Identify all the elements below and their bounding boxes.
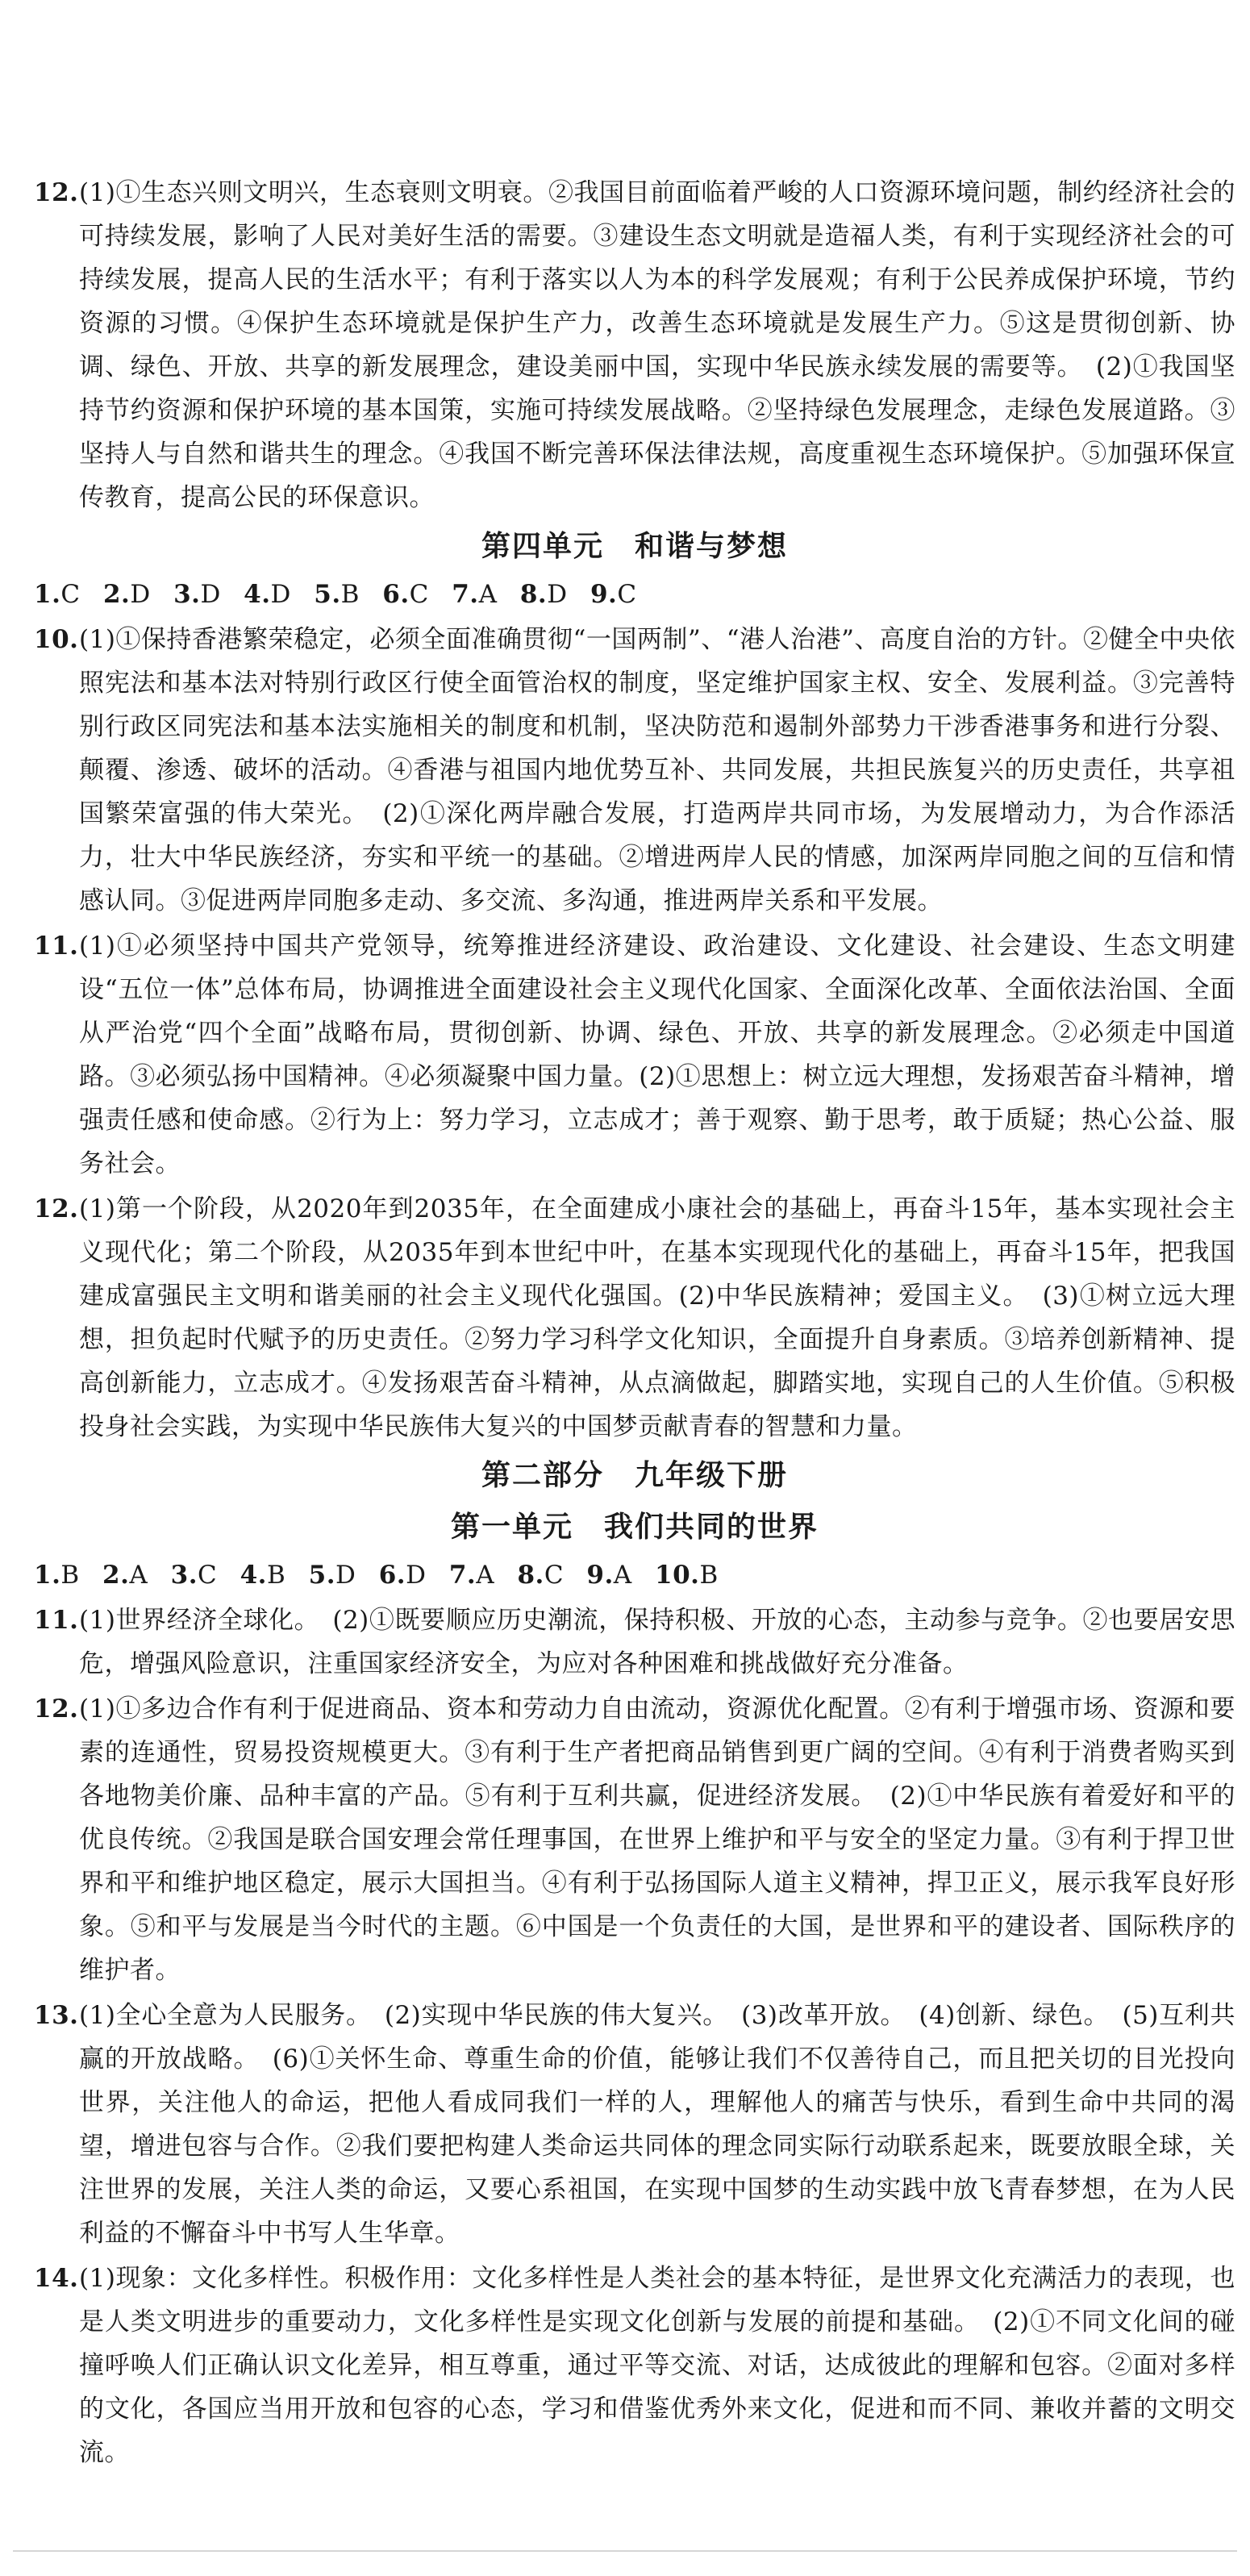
answer-text: (1)世界经济全球化。 (2)①既要顺应历史潮流，保持积极、开放的心态，主动参与竞争。②也要居安思危，增强风险意识，注重国家经济安全，为应对各种困难和挑战做好充分准备。 xyxy=(79,1606,1235,1678)
mc-answer: D xyxy=(406,1561,427,1590)
question-number: 14. xyxy=(34,2264,79,2293)
mc-answer: B xyxy=(266,1561,286,1590)
answer-item xyxy=(34,171,1235,519)
mc-number: 6. xyxy=(382,580,410,609)
question-number: 12. xyxy=(34,178,79,207)
mc-number: 3. xyxy=(170,1561,198,1590)
answer-content xyxy=(34,171,1235,2476)
mc-answer: A xyxy=(478,580,498,609)
mc-number: 8. xyxy=(517,1561,544,1590)
mc-number: 10. xyxy=(655,1561,700,1590)
answer-item xyxy=(34,1599,1235,1686)
question-number: 11. xyxy=(34,1606,79,1635)
question-number: 10. xyxy=(34,625,79,654)
mc-answer: A xyxy=(613,1561,632,1590)
question-number: 13. xyxy=(34,2001,79,2030)
answer-text: (1)①多边合作有利于促进商品、资本和劳动力自由流动，资源优化配置。②有利于增强市场、资源和要素的连通性，贸易投资规模更大。③有利于生产者把商品销售到更广阔的空间。④有利于消费者购买到各地物美价廉、品种丰富的产品。⑤有利于互利共赢，促进经济发展。 (2)①中华民族有着爱好和平的优良传统。②我国是联合国安理会常任理事国，在世界上维护和平与安全的坚定力量。③有利于捍卫世界和平和维护地区稳定，展示大国担当。④有利于弘扬国际人道主义精神，捍卫正义，展示我军良好形象。⑤和平与发展是当今时代的主题。⑥中国是一个负责任的大国，是世界和平的建设者、国际秩序的维护者。 xyxy=(79,1694,1235,1985)
mc-answer: B xyxy=(699,1561,719,1590)
mc-number: 4. xyxy=(240,1561,267,1590)
mc-number: 2. xyxy=(102,580,131,609)
mc-number: 9. xyxy=(590,580,618,609)
mc-number: 7. xyxy=(452,580,479,609)
mc-number: 1. xyxy=(34,1561,61,1590)
question-number: 11. xyxy=(34,932,79,961)
answer-text: (1)全心全意为人民服务。 (2)实现中华民族的伟大复兴。 (3)改革开放。 (4)创新、绿色。 (5)互利共赢的开放战略。 (6)①关怀生命、尊重生命的价值，能够让我们不仅善待自己，而且把关切的目光投向世界，关注他人的命运，把他人看成同我们一样的人，理解他人的痛苦与快乐，看到生命中共同的渴望，增进包容与合作。②我们要把构建人类命运共同体的理念同实际行动联系起来，既要放眼全球，关注世界的发展，关注人类的命运，又要心系祖国，在实现中国梦的生动实践中放飞青春梦想，在为人民利益的不懈奋斗中书写人生华章。 xyxy=(79,2001,1235,2248)
answer-item xyxy=(34,1687,1235,1992)
mc-number: 5. xyxy=(314,580,341,609)
multiple-choice-answers xyxy=(34,1553,1235,1597)
mc-number: 2. xyxy=(102,1561,130,1590)
mc-number: 8. xyxy=(519,580,548,609)
mc-answer: C xyxy=(198,1561,218,1590)
answer-text: (1)①保持香港繁荣稳定，必须全面准确贯彻“一国两制”、“港人治港”、高度自治的方针。②健全中央依照宪法和基本法对特别行政区行使全面管治权的制度，坚定维护国家主权、安全、发展利益。③完善特别行政区同宪法和基本法实施相关的制度和机制，坚决防范和遏制外部势力干涉香港事务和进行分裂、颠覆、渗透、破坏的活动。④香港与祖国内地优势互补、共同发展，共担民族复兴的历史责任，共享祖国繁荣富强的伟大荣光。 (2)①深化两岸融合发展，打造两岸共同市场，为发展增动力，为合作添活力，壮大中华民族经济，夯实和平统一的基础。②增进两岸人民的情感，加深两岸同胞之间的互信和情感认同。③促进两岸同胞多走动、多交流、多沟通，推进两岸关系和平发展。 xyxy=(79,625,1235,915)
answer-item xyxy=(34,924,1235,1186)
answer-item xyxy=(34,618,1235,923)
mc-answer: C xyxy=(617,580,637,609)
mc-answer: B xyxy=(60,1561,80,1590)
answer-text: (1)现象：文化多样性。积极作用：文化多样性是人类社会的基本特征，是世界文化充满活力的表现，也是人类文明进步的重要动力，文化多样性是实现文化创新与发展的前提和基础。 (2)①不同文化间的碰撞呼唤人们正确认识文化差异，相互尊重，通过平等交流、对话，达成彼此的理解和包容。②面对多样的文化，各国应当用开放和包容的心态，学习和借鉴优秀外来文化，促进和而不同、兼收并蓄的文明交流。 xyxy=(79,2264,1235,2467)
unit-heading: 第四单元 和谐与梦想 xyxy=(481,529,788,563)
mc-number: 9. xyxy=(586,1561,614,1590)
mc-number: 7. xyxy=(448,1561,477,1590)
answer-item xyxy=(34,1187,1235,1448)
answer-text: (1)①生态兴则文明兴，生态衰则文明衰。②我国目前面临着严峻的人口资源环境问题，制约经济社会的可持续发展，影响了人民对美好生活的需要。③建设生态文明就是造福人类，有利于实现经济社会的可持续发展，提高人民的生活水平；有利于落实以人为本的科学发展观；有利于公民养成保护环境，节约资源的习惯。④保护生态环境就是保护生产力，改善生态环境就是发展生产力。⑤这是贯彻创新、协调、绿色、开放、共享的新发展理念，建设美丽中国，实现中华民族永续发展的需要等。 (2)①我国坚持节约资源和保护环境的基本国策，实施可持续发展战略。②坚持绿色发展理念，走绿色发展道路。③坚持人与自然和谐共生的理念。④我国不断完善环保法律法规，高度重视生态环境保护。⑤加强环保宣传教育，提高公民的环保意识。 xyxy=(79,178,1235,512)
mc-answer: D xyxy=(200,580,221,609)
mc-answer: D xyxy=(270,580,291,609)
mc-number: 5. xyxy=(308,1561,335,1590)
answer-text: (1)第一个阶段，从2020年到2035年，在全面建成小康社会的基础上，再奋斗15年，基本实现社会主义现代化；第二个阶段，从2035年到本世纪中叶，在基本实现现代化的基础上，再奋斗15年，把我国建成富强民主文明和谐美丽的社会主义现代化强国。(2)中华民族精神；爱国主义。 (3)①树立远大理想，担负起时代赋予的历史责任。②努力学习科学文化知识，全面提升自身素质。③培养创新精神、提高创新能力，立志成才。④发扬艰苦奋斗精神，从点滴做起，脚踏实地，实现自己的人生价值。⑤积极投身社会实践，为实现中华民族伟大复兴的中国梦贡献青春的智慧和力量。 xyxy=(79,1194,1235,1441)
part-heading: 第二部分 九年级下册 xyxy=(481,1458,788,1492)
question-number: 12. xyxy=(34,1194,79,1223)
mc-number: 6. xyxy=(378,1561,406,1590)
answer-item xyxy=(34,2257,1235,2474)
mc-answer: C xyxy=(409,580,429,609)
mc-answer: A xyxy=(129,1561,148,1590)
question-number: 12. xyxy=(34,1694,79,1724)
mc-answer: C xyxy=(60,580,81,609)
mc-number: 3. xyxy=(173,580,201,609)
unit-heading: 第一单元 我们共同的世界 xyxy=(450,1510,819,1544)
mc-answer: D xyxy=(130,580,151,609)
answer-item xyxy=(34,1994,1235,2255)
answer-text: (1)①必须坚持中国共产党领导，统筹推进经济建设、政治建设、文化建设、社会建设、生态文明建设“五位一体”总体布局，协调推进全面建设社会主义现代化国家、全面深化改革、全面依法治国、全面从严治党“四个全面”战略布局，贯彻创新、协调、绿色、开放、共享的新发展理念。②必须走中国道路。③必须弘扬中国精神。④必须凝聚中国力量。(2)①思想上：树立远大理想，发扬艰苦奋斗精神，增强责任感和使命感。②行为上：努力学习，立志成才；善于观察、勤于思考，敢于质疑；热心公益、服务社会。 xyxy=(79,932,1235,1178)
mc-number: 1. xyxy=(34,580,61,609)
mc-answer: A xyxy=(476,1561,495,1590)
mc-number: 4. xyxy=(244,580,271,609)
mc-answer: D xyxy=(547,580,568,609)
mc-answer: B xyxy=(340,580,360,609)
multiple-choice-answers xyxy=(34,573,1235,616)
mc-answer: C xyxy=(544,1561,565,1590)
mc-answer: D xyxy=(335,1561,356,1590)
divider xyxy=(13,2550,1237,2552)
